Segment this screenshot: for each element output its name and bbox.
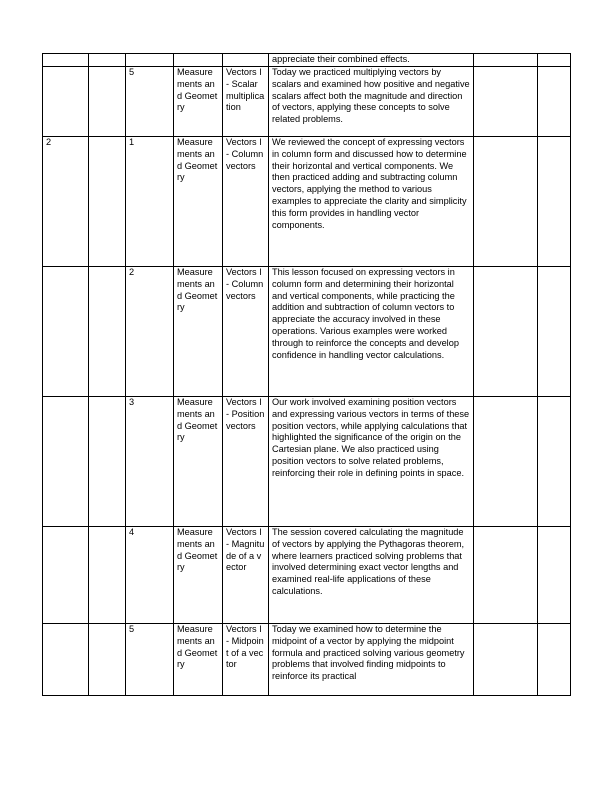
sub-strand-cell: Vectors I - Magnitude of a vector xyxy=(223,527,269,624)
strand-cell: Measurements and Geometry xyxy=(174,527,223,624)
notes-cell: Today we examined how to determine the midpoint of a vector by applying the midpoint formula and practiced solving various geometry problems that involved finding midpoints to reinforce its practical xyxy=(269,624,474,696)
lesson-cell: 5 xyxy=(126,624,174,696)
table-row xyxy=(43,54,571,67)
notes-cell: This lesson focused on expressing vectors in column form and determining their horizontal and vertical components, while practicing the addition and subtraction of column vectors to appreciate the accuracy involved in these operations. Various examples were worked through to reinforce the concepts and develop confidence in handling vector calculations. xyxy=(269,267,474,397)
strand-cell: Measurements and Geometry xyxy=(174,67,223,137)
lesson-log-table xyxy=(42,53,571,696)
lesson-cell: 4 xyxy=(126,527,174,624)
spacer-cell xyxy=(89,67,126,137)
extra-cell xyxy=(538,137,571,267)
week-cell: 2 xyxy=(43,137,89,267)
week-cell xyxy=(43,397,89,527)
extra-cell xyxy=(538,54,571,67)
table-row xyxy=(43,624,571,696)
extra-cell xyxy=(474,397,538,527)
lesson-cell: 1 xyxy=(126,137,174,267)
lesson-cell: 3 xyxy=(126,397,174,527)
extra-cell xyxy=(474,624,538,696)
week-cell xyxy=(43,267,89,397)
table-row xyxy=(43,527,571,624)
notes-cell: The session covered calculating the magnitude of vectors by applying the Pythagoras theorem, where learners practiced solving problems that involved determining exact vector lengths and examined real-life applications of these calculations. xyxy=(269,527,474,624)
notes-cell: We reviewed the concept of expressing vectors in column form and discussed how to determine their horizontal and vertical components. We then practiced adding and subtracting column vectors, applying the method to various examples to appreciate the clarity and simplicity this form provides in handling vector components. xyxy=(269,137,474,267)
spacer-cell xyxy=(89,54,126,67)
spacer-cell xyxy=(89,397,126,527)
week-cell xyxy=(43,54,89,67)
sub-strand-cell: Vectors I - Column vectors xyxy=(223,137,269,267)
lesson-cell: 2 xyxy=(126,267,174,397)
table-row xyxy=(43,67,571,137)
extra-cell xyxy=(474,137,538,267)
extra-cell xyxy=(474,267,538,397)
week-cell xyxy=(43,624,89,696)
table-row xyxy=(43,137,571,267)
sub-strand-cell: Vectors I - Midpoint of a vector xyxy=(223,624,269,696)
extra-cell xyxy=(538,397,571,527)
sub-strand-cell: Vectors I - Scalar multiplication xyxy=(223,67,269,137)
sub-strand-cell: Vectors I - Position vectors xyxy=(223,397,269,527)
strand-cell: Measurements and Geometry xyxy=(174,137,223,267)
table-row xyxy=(43,267,571,397)
extra-cell xyxy=(538,67,571,137)
notes-cell: Our work involved examining position vectors and expressing various vectors in terms of these position vectors, while applying calculations that highlighted the significance of the origin on the Cartesian plane. We also practiced using position vectors to solve related problems, reinforcing their role in defining points in space. xyxy=(269,397,474,527)
table-row xyxy=(43,397,571,527)
lesson-cell: 5 xyxy=(126,67,174,137)
strand-cell: Measurements and Geometry xyxy=(174,267,223,397)
strand-cell: Measurements and Geometry xyxy=(174,624,223,696)
lesson-cell xyxy=(126,54,174,67)
extra-cell xyxy=(474,54,538,67)
week-cell xyxy=(43,527,89,624)
extra-cell xyxy=(538,267,571,397)
table-body xyxy=(43,54,571,696)
extra-cell xyxy=(474,527,538,624)
strand-cell: Measurements and Geometry xyxy=(174,397,223,527)
spacer-cell xyxy=(89,527,126,624)
extra-cell xyxy=(538,527,571,624)
week-cell xyxy=(43,67,89,137)
spacer-cell xyxy=(89,137,126,267)
strand-cell xyxy=(174,54,223,67)
notes-cell: Today we practiced multiplying vectors by scalars and examined how positive and negative scalars affect both the magnitude and direction of vectors, applying these concepts to solve related problems. xyxy=(269,67,474,137)
extra-cell xyxy=(538,624,571,696)
spacer-cell xyxy=(89,267,126,397)
notes-cell: appreciate their combined effects. xyxy=(269,54,474,67)
sub-strand-cell: Vectors I - Column vectors xyxy=(223,267,269,397)
extra-cell xyxy=(474,67,538,137)
spacer-cell xyxy=(89,624,126,696)
sub-strand-cell xyxy=(223,54,269,67)
